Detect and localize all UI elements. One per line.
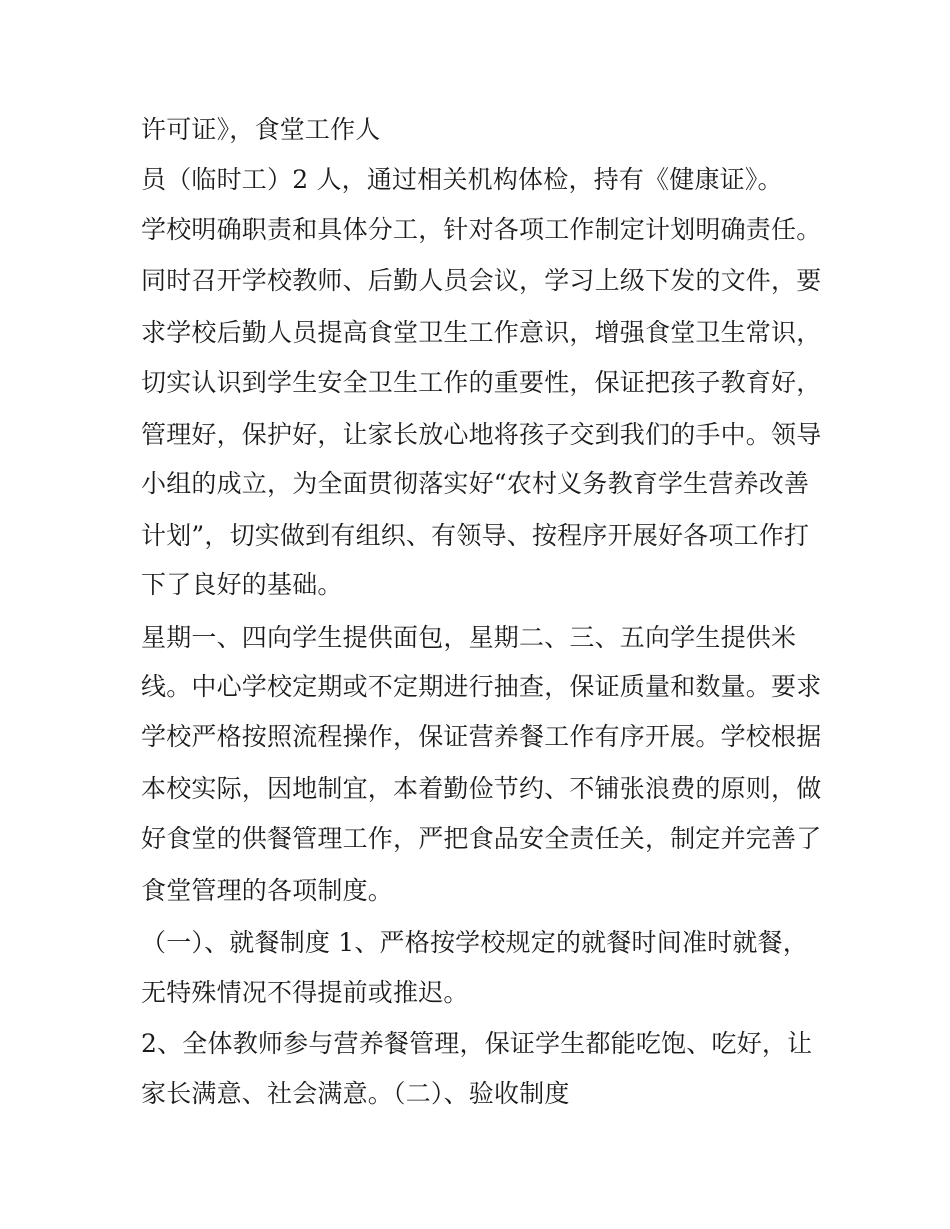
text-line: 无特殊情况不得提前或推迟。 bbox=[141, 978, 469, 1007]
text-line: 计划”，切实做到有组织、有领导、按程序开展好各项工作打 bbox=[141, 521, 810, 550]
text-line: 线。中心学校定期或不定期进行抽查，保证质量和数量。要求 bbox=[141, 672, 822, 701]
text-line: 好食堂的供餐管理工作，严把食品安全责任关，制定并完善了 bbox=[141, 824, 822, 853]
text-line: 星期一、四向学生提供面包，星期二、三、五向学生提供米 bbox=[141, 623, 797, 652]
text-line: 许可证》，食堂工作人 bbox=[141, 115, 381, 144]
text-line: （一）、就餐制度 1、严格按学校规定的就餐时间准时就餐， bbox=[141, 928, 808, 957]
text-line: 切实认识到学生安全卫生工作的重要性，保证把孩子教育好， bbox=[141, 368, 822, 397]
text-line: 小组的成立，为全面贯彻落实好“农村义务教育学生营养改善 bbox=[141, 469, 810, 498]
text-line: 同时召开学校教师、后勤人员会议，学习上级下发的文件，要 bbox=[141, 266, 822, 295]
text-line: 管理好，保护好，让家长放心地将孩子交到我们的手中。领导 bbox=[141, 420, 822, 449]
text-line: 员（临时工）2 人，通过相关机构体检，持有《健康证》。 bbox=[141, 165, 783, 194]
text-line: 下了良好的基础。 bbox=[141, 570, 343, 599]
text-line: 学校严格按照流程操作，保证营养餐工作有序开展。学校根据 bbox=[141, 722, 822, 751]
text-line: 求学校后勤人员提高食堂卫生工作意识，增强食堂卫生常识， bbox=[141, 318, 822, 347]
text-line: 2、全体教师参与营养餐管理，保证学生都能吃饱、吃好，让 bbox=[141, 1029, 813, 1058]
text-line: 本校实际，因地制宜，本着勤俭节约、不铺张浪费的原则，做 bbox=[141, 774, 822, 803]
text-line: 学校明确职责和具体分工，针对各项工作制定计划明确责任。 bbox=[141, 215, 822, 244]
text-line: 家长满意、社会满意。（二）、验收制度 bbox=[141, 1079, 570, 1108]
text-line: 食堂管理的各项制度。 bbox=[141, 876, 394, 905]
